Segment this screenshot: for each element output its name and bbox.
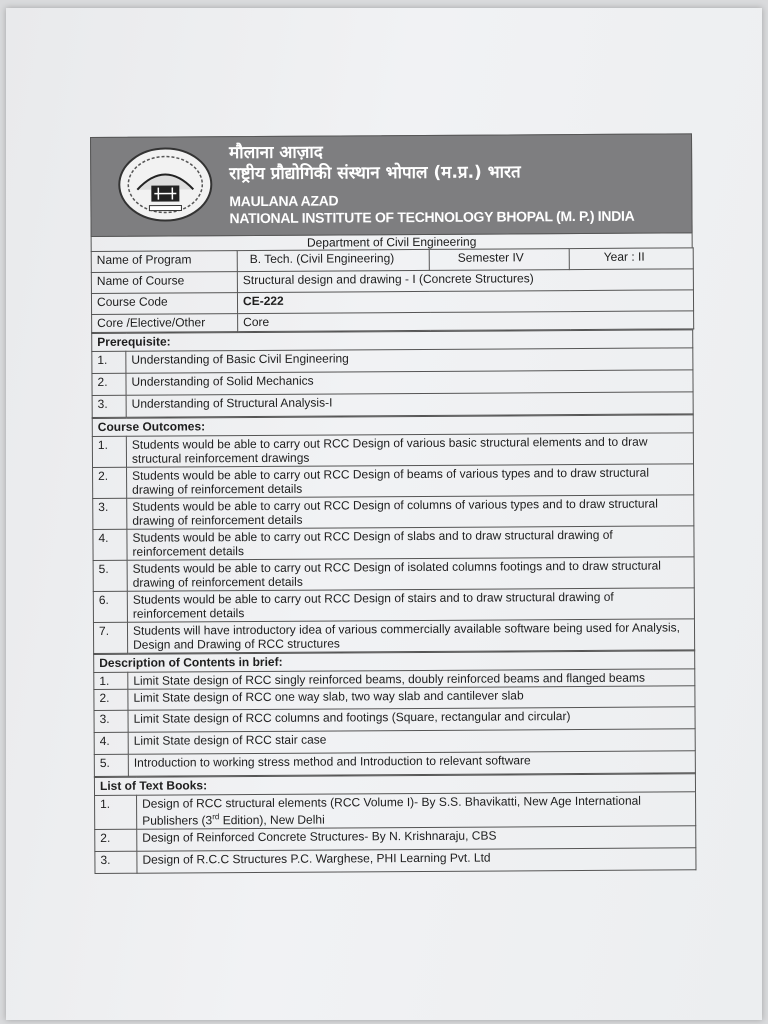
textbook-text xyxy=(137,792,696,829)
hindi-line-1: मौलाना आज़ाद xyxy=(229,142,323,164)
outcome-num: 4. xyxy=(93,529,127,560)
english-line-1: MAULANA AZAD xyxy=(229,192,339,210)
institute-header xyxy=(90,133,693,237)
outcome-text: Students would be able to carry out RCC Design of slabs and to draw structural drawing of reinforcement details xyxy=(127,526,694,560)
textbook-text: Design of Reinforced Concrete Structures- By N. Krishnaraju, CBS xyxy=(137,826,696,851)
course-value: Structural design and drawing - I (Concrete Structures) xyxy=(237,269,693,293)
paper-sheet xyxy=(6,8,762,1020)
prereq-num: 2. xyxy=(92,373,126,395)
outcome-num: 2. xyxy=(93,467,127,498)
institute-name-english xyxy=(229,191,634,227)
content-num: 4. xyxy=(94,732,128,754)
outcome-num: 7. xyxy=(93,622,127,653)
textbook-edition-sup: rd xyxy=(212,812,220,822)
code-label: Course Code xyxy=(91,293,237,315)
outcomes-heading: Course Outcomes: xyxy=(92,415,693,437)
textbook-num: 3. xyxy=(95,851,137,873)
contents-table xyxy=(93,650,696,777)
prerequisite-heading: Prerequisite: xyxy=(92,330,693,352)
year-value: Year : II xyxy=(569,248,693,270)
content-text: Limit State design of RCC stair case xyxy=(128,729,695,754)
content-num: 3. xyxy=(94,710,128,732)
institute-name-hindi xyxy=(229,141,521,185)
outcome-text: Students would be able to carry out RCC Design of isolated columns footings and to draw structural drawing of reinforcement details xyxy=(127,557,694,591)
content-num: 5. xyxy=(94,754,128,776)
hindi-line-2: राष्ट्रीय प्रौद्योगिकी संस्थान भोपाल (म.प्र.) भारत xyxy=(229,162,521,185)
content-num: 1. xyxy=(94,672,128,689)
type-value: Core xyxy=(238,311,694,332)
outcome-num: 5. xyxy=(93,560,127,591)
outcome-text: Students would be able to carry out RCC Design of various basic structural elements and to draw structural reinforcement drawings xyxy=(126,433,693,467)
english-line-2: NATIONAL INSTITUTE OF TECHNOLOGY BHOPAL (M. P.) INDIA xyxy=(229,207,635,227)
contents-heading: Description of Contents in brief: xyxy=(94,651,695,673)
prerequisite-table xyxy=(91,329,694,418)
prereq-text: Understanding of Structural Analysis-I xyxy=(126,392,693,417)
course-label: Name of Course xyxy=(91,272,237,294)
program-label: Name of Program xyxy=(91,251,237,273)
textbook-text-b: Edition), New Delhi xyxy=(219,812,325,828)
department-name: Department of Civil Engineering xyxy=(91,233,693,251)
textbook-text: Design of R.C.C Structures P.C. Warghese, PHI Learning Pvt. Ltd xyxy=(137,848,696,873)
prereq-num: 1. xyxy=(92,351,126,373)
outcomes-table xyxy=(92,414,695,654)
textbook-num: 1. xyxy=(95,795,137,829)
prereq-text: Understanding of Solid Mechanics xyxy=(126,370,693,395)
textbook-num: 2. xyxy=(95,829,137,851)
syllabus-document xyxy=(90,133,696,874)
outcome-text: Students would be able to carry out RCC Design of stairs and to draw structural drawing of reinforcement details xyxy=(127,588,694,622)
textbooks-heading: List of Text Books: xyxy=(94,774,695,796)
prereq-text: Understanding of Basic Civil Engineering xyxy=(126,348,693,373)
outcome-text: Students would be able to carry out RCC Design of beams of various types and to draw structural drawing of reinforcement details xyxy=(127,464,694,498)
outcome-text: Students will have introductory idea of various commercially available software being used for Analysis, Design and Drawing of RCC structures xyxy=(127,619,694,653)
textbook-text-a: Design of RCC structural elements (RCC Volume I)- By S.S. Bhavikatti, New Age International Publishers (3 xyxy=(142,793,641,828)
content-text: Limit State design of RCC singly reinforced beams, doubly reinforced beams and flanged beams xyxy=(128,669,695,689)
outcome-num: 1. xyxy=(92,436,126,467)
textbooks-table xyxy=(94,773,697,874)
prereq-num: 3. xyxy=(92,395,126,417)
outcome-num: 6. xyxy=(93,591,127,622)
course-info-table xyxy=(91,247,694,333)
content-text: Introduction to working stress method and Introduction to relevant software xyxy=(128,751,695,776)
semester-value: Semester IV xyxy=(429,249,569,271)
type-label: Core /Elective/Other xyxy=(92,314,238,333)
institute-emblem-icon xyxy=(115,145,215,224)
content-num: 2. xyxy=(94,689,128,710)
content-text: Limit State design of RCC one way slab, two way slab and cantilever slab xyxy=(128,686,695,710)
program-value: B. Tech. (Civil Engineering) xyxy=(237,249,429,271)
content-text: Limit State design of RCC columns and footings (Square, rectangular and circular) xyxy=(128,707,695,732)
outcome-num: 3. xyxy=(93,498,127,529)
code-value: CE-222 xyxy=(237,290,693,314)
outcome-text: Students would be able to carry out RCC Design of columns of various types and to draw structural drawing of reinforcement details xyxy=(127,495,694,529)
